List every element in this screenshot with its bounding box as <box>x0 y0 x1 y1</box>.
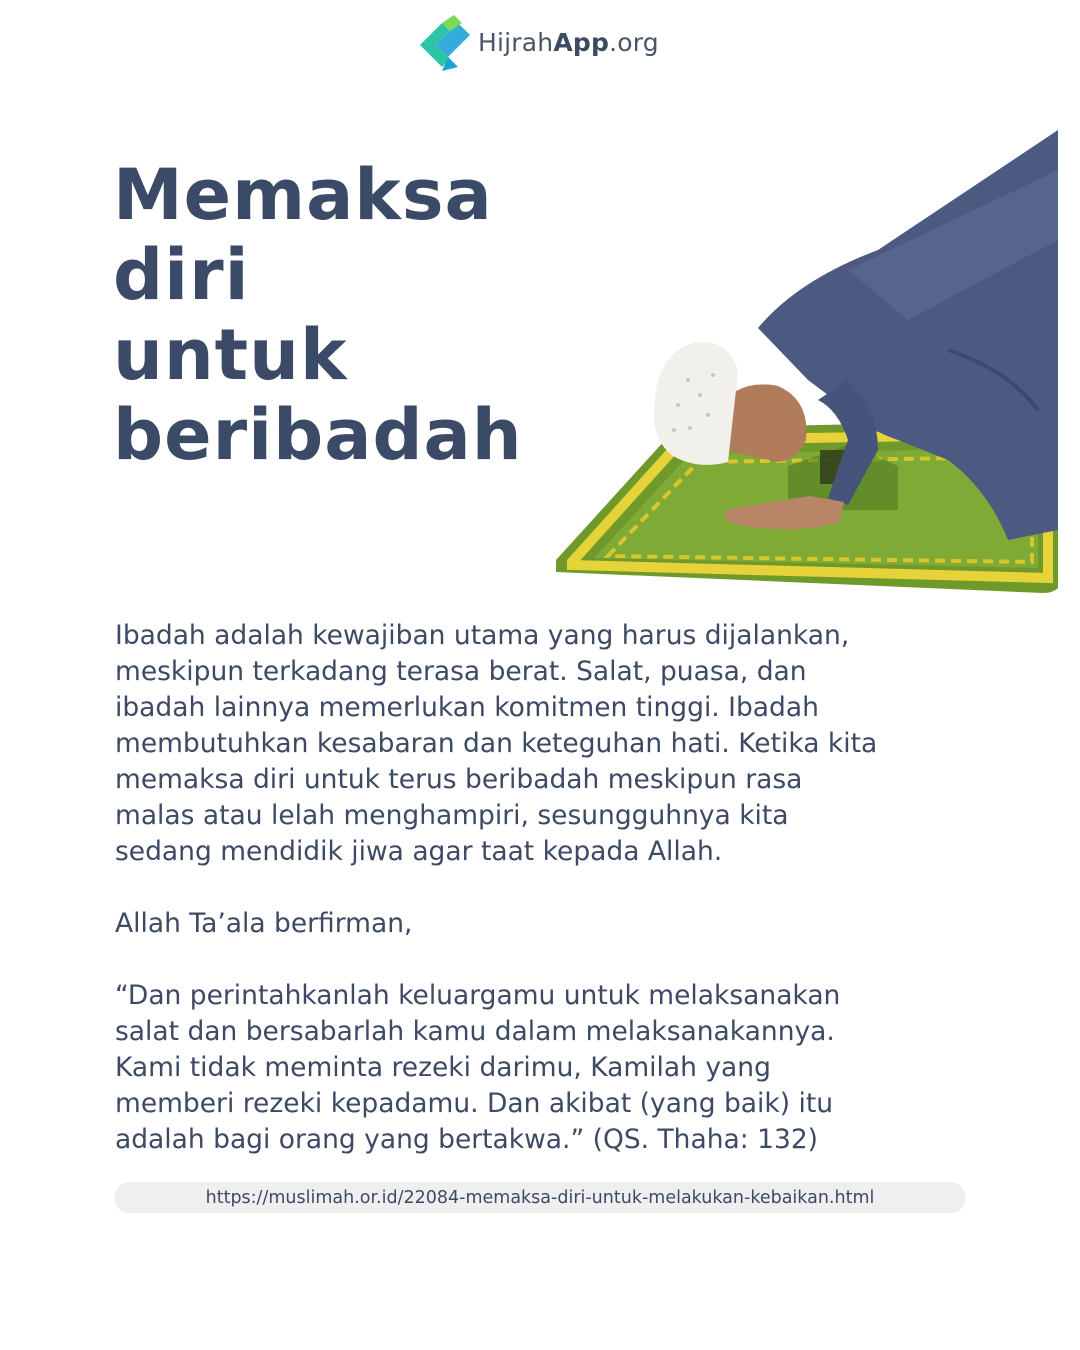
body-line: meskipun terkadang terasa berat. Salat, puasa, dan <box>115 656 807 687</box>
quote-intro: Allah Ta’ala berfirman, <box>115 908 413 939</box>
kufi-cap <box>654 342 738 465</box>
body-line: Ibadah adalah kewajiban utama yang harus dijalankan, <box>115 620 850 651</box>
body-line: memaksa diri untuk terus beribadah meskipun rasa <box>115 764 803 795</box>
brand-name-suffix: .org <box>609 27 659 57</box>
brand-name <box>478 28 659 57</box>
person-prostrating-on-prayer-rug <box>548 110 1058 600</box>
title-line: untuk <box>113 314 348 396</box>
article-body <box>115 618 985 1158</box>
title-line: diri <box>113 234 250 316</box>
source-link[interactable]: https://muslimah.or.id/22084-memaksa-diri-untuk-melakukan-kebaikan.html <box>115 1182 965 1213</box>
body-line: sedang mendidik jiwa agar taat kepada Allah. <box>115 836 723 867</box>
title-line: beribadah <box>113 394 523 476</box>
paragraph-spacer <box>115 870 985 906</box>
quote-line: adalah bagi orang yang bertakwa.” (QS. Thaha: 132) <box>115 1124 819 1155</box>
brand-name-regular: Hijrah <box>478 27 554 57</box>
quote-line: Kami tidak meminta rezeki darimu, Kamilah yang <box>115 1052 771 1083</box>
page-title <box>113 155 573 475</box>
quote-line: “Dan perintahkanlah keluargamu untuk melaksanakan <box>115 980 841 1011</box>
paragraph-spacer <box>115 942 985 978</box>
body-line: ibadah lainnya memerlukan komitmen tinggi. Ibadah <box>115 692 819 723</box>
quote-line: salat dan bersabarlah kamu dalam melaksanakannya. <box>115 1016 835 1047</box>
hijrahapp-logo-icon <box>412 11 474 73</box>
body-line: membutuhkan kesabaran dan keteguhan hati. Ketika kita <box>115 728 878 759</box>
brand-name-bold: App <box>553 27 610 57</box>
body-line: malas atau lelah menghampiri, sesungguhnya kita <box>115 800 789 831</box>
title-line: Memaksa <box>113 154 493 236</box>
quote-line: memberi rezeki kepadamu. Dan akibat (yang baik) itu <box>115 1088 834 1119</box>
brand-logo[interactable] <box>412 10 659 74</box>
